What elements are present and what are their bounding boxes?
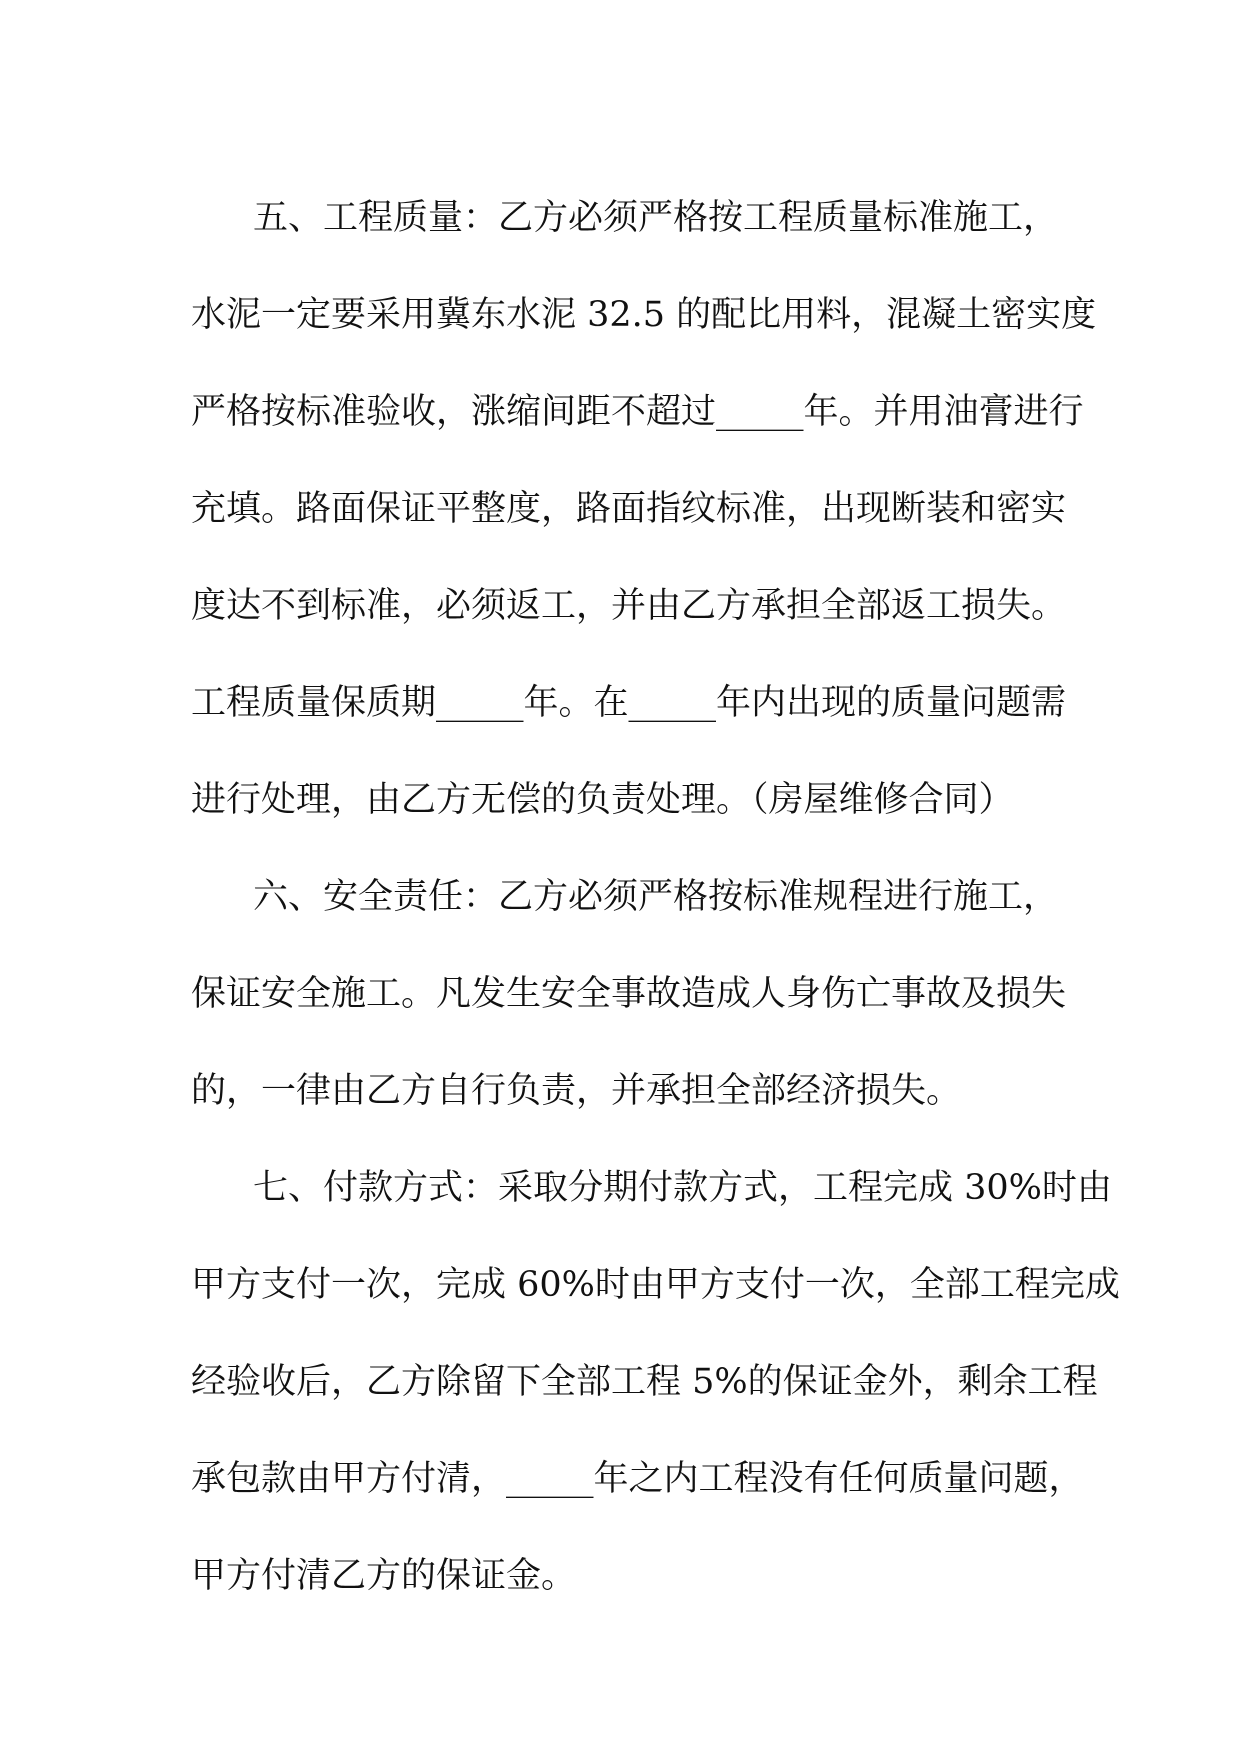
paragraph-5-line-7: 进行处理，由乙方无偿的负责处理。（房屋维修合同）: [191, 780, 1014, 820]
paragraph-5-line-1: 五、工程质量：乙方必须严格按工程质量标准施工，: [253, 198, 1059, 238]
paragraph-6-line-3: 的，一律由乙方自行负责，并承担全部经济损失。: [191, 1071, 962, 1111]
paragraph-7-line-5: 甲方付清乙方的保证金。: [191, 1556, 577, 1596]
paragraph-5-line-2: 水泥一定要采用冀东水泥 32.5 的配比用料，混凝土密实度: [191, 295, 1097, 335]
paragraph-7-line-1: 七、付款方式：采取分期付款方式，工程完成 30%时由: [253, 1168, 1112, 1208]
paragraph-6-line-2: 保证安全施工。凡发生安全事故造成人身伤亡事故及损失: [191, 974, 1067, 1014]
paragraph-6-line-1: 六、安全责任：乙方必须严格按标准规程进行施工，: [253, 877, 1059, 917]
paragraph-7-line-3: 经验收后，乙方除留下全部工程 5%的保证金外，剩余工程: [191, 1362, 1098, 1402]
paragraph-7-line-2: 甲方支付一次，完成 60%时由甲方支付一次，全部工程完成: [191, 1265, 1120, 1305]
paragraph-5-line-3: 严格按标准验收，涨缩间距不超过_____年。并用油膏进行: [191, 392, 1084, 432]
paragraph-5-line-5: 度达不到标准，必须返工，并由乙方承担全部返工损失。: [191, 586, 1067, 626]
paragraph-5-line-4: 充填。路面保证平整度，路面指纹标准，出现断装和密实: [191, 489, 1067, 529]
paragraph-5-line-6: 工程质量保质期_____年。在_____年内出现的质量问题需: [191, 683, 1067, 723]
contract-text: [191, 170, 1120, 1625]
paragraph-7-line-4: 承包款由甲方付清，_____年之内工程没有任何质量问题，: [191, 1459, 1084, 1499]
